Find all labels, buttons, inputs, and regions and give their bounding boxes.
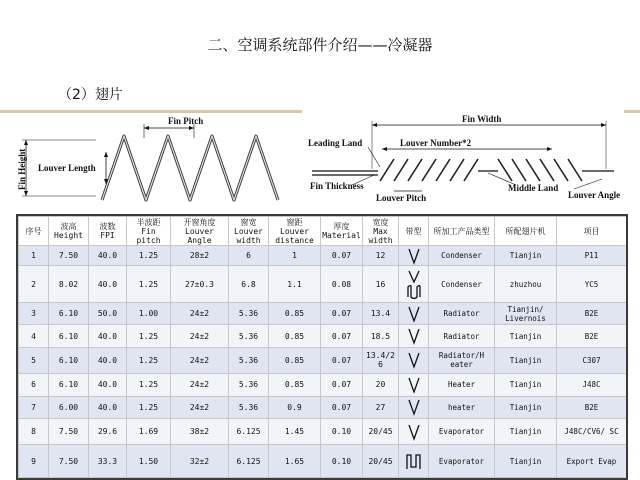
header-cell: 带型 — [399, 217, 429, 246]
cell-project: Export Evap — [557, 445, 627, 478]
table-row — [19, 374, 627, 396]
louver-pitch-label: Louver Pitch — [376, 193, 427, 203]
cell-fpi: 50.0 — [89, 302, 127, 324]
cell-height: 8.02 — [49, 266, 89, 303]
header-cell: 窗宽 Louver width — [229, 217, 269, 246]
cell-fpi: 40.0 — [89, 347, 127, 373]
cell-project: J48C/CV6/ SC — [557, 418, 627, 444]
cell-machine: Tianjin — [495, 396, 557, 418]
cell-fpi: 40.0 — [89, 325, 127, 347]
cell-height: 6.00 — [49, 396, 89, 418]
fin-shape-icon — [406, 398, 422, 416]
cell-machine: Tianjin — [495, 325, 557, 347]
fin-shape-icon — [406, 247, 422, 265]
fin-shape-cell — [399, 445, 429, 478]
cell-pitch: 1.00 — [127, 302, 171, 324]
cell-maxw: 20/45 — [363, 418, 399, 444]
fin-spec-table — [16, 214, 628, 480]
fin-shape-icon — [406, 376, 422, 394]
table-row — [19, 418, 627, 444]
cell-project: J48C — [557, 374, 627, 396]
fin-shape-icon — [406, 452, 422, 470]
fin-shape-cell — [399, 374, 429, 396]
table-row — [19, 246, 627, 266]
middle-land-label: Middle Land — [508, 183, 559, 193]
cell-mat: 0.10 — [321, 445, 363, 478]
cell-type: Radiator/H eater — [429, 347, 495, 373]
header-cell: 波高 Height — [49, 217, 89, 246]
table-row — [19, 302, 627, 324]
cell-ldist: 0.85 — [269, 325, 321, 347]
table-row — [19, 266, 627, 303]
cell-project: B2E — [557, 325, 627, 347]
page-title: 二、空调系统部件介绍——冷凝器 — [207, 36, 433, 54]
cell-type: heater — [429, 396, 495, 418]
fin-shape-icon — [406, 269, 422, 299]
cell-type: Condenser — [429, 266, 495, 303]
cell-height: 7.50 — [49, 418, 89, 444]
cell-angle: 27±0.3 — [171, 266, 229, 303]
cell-pitch: 1.25 — [127, 396, 171, 418]
cell-lwidth: 5.36 — [229, 347, 269, 373]
cell-project: B2E — [557, 396, 627, 418]
cell-angle: 38±2 — [171, 418, 229, 444]
cell-ldist: 0.9 — [269, 396, 321, 418]
cell-lwidth: 5.36 — [229, 302, 269, 324]
cell-no: 6 — [19, 374, 49, 396]
cell-mat: 0.07 — [321, 302, 363, 324]
cell-no: 9 — [19, 445, 49, 478]
cell-height: 6.10 — [49, 302, 89, 324]
section-subtitle: （2）翅片 — [58, 87, 123, 103]
cell-machine: Tianjin — [495, 347, 557, 373]
cell-machine: Tianjin — [495, 445, 557, 478]
cell-project: B2E — [557, 302, 627, 324]
cell-no: 2 — [19, 266, 49, 303]
header-cell: 序号 — [19, 217, 49, 246]
cell-ldist: 1.65 — [269, 445, 321, 478]
fin-shape-cell — [399, 266, 429, 303]
cell-machine: Tianjin — [495, 374, 557, 396]
header-cell: 半波距 Fin pitch — [127, 217, 171, 246]
cell-project: YC5 — [557, 266, 627, 303]
cell-ldist: 0.85 — [269, 302, 321, 324]
cell-maxw: 16 — [363, 266, 399, 303]
cell-pitch: 1.25 — [127, 347, 171, 373]
header-cell: 窗距 Louver distance — [269, 217, 321, 246]
cell-lwidth: 6.8 — [229, 266, 269, 303]
cell-fpi: 40.0 — [89, 246, 127, 266]
cell-mat: 0.07 — [321, 347, 363, 373]
fin-shape-icon — [406, 423, 422, 441]
fin-width-label: Fin Width — [462, 114, 502, 124]
cell-maxw: 27 — [363, 396, 399, 418]
louver-angle-label: Louver Angle — [568, 190, 621, 200]
cell-mat: 0.07 — [321, 246, 363, 266]
cell-mat: 0.10 — [321, 418, 363, 444]
cell-mat: 0.08 — [321, 266, 363, 303]
cell-ldist: 1.45 — [269, 418, 321, 444]
cell-ldist: 1 — [269, 246, 321, 266]
cell-height: 6.10 — [49, 347, 89, 373]
cell-height: 7.50 — [49, 246, 89, 266]
louver-number-label: Louver Number*2 — [400, 138, 472, 148]
louver-section-diagram — [302, 109, 624, 205]
cell-mat: 0.07 — [321, 396, 363, 418]
fin-shape-cell — [399, 347, 429, 373]
cell-pitch: 1.25 — [127, 374, 171, 396]
cell-pitch: 1.25 — [127, 266, 171, 303]
cell-angle: 32±2 — [171, 445, 229, 478]
cell-height: 7.50 — [49, 445, 89, 478]
header-cell: 波数 FPI — [89, 217, 127, 246]
cell-maxw: 12 — [363, 246, 399, 266]
cell-project: P11 — [557, 246, 627, 266]
header-cell: 项目 — [557, 217, 627, 246]
fin-shape-cell — [399, 418, 429, 444]
louver-length-label: Louver Length — [38, 163, 96, 173]
cell-project: C307 — [557, 347, 627, 373]
cell-height: 6.10 — [49, 325, 89, 347]
fin-thickness-label: Fin Thickness — [310, 181, 364, 191]
header-cell: 开窗角度 Louver Angle — [171, 217, 229, 246]
cell-maxw: 20/45 — [363, 445, 399, 478]
cell-type: Heater — [429, 374, 495, 396]
fin-shape-icon — [406, 327, 422, 345]
table-row — [19, 445, 627, 478]
fin-shape-icon — [406, 305, 422, 323]
cell-angle: 24±2 — [171, 374, 229, 396]
cell-lwidth: 5.36 — [229, 396, 269, 418]
cell-ldist: 0.85 — [269, 374, 321, 396]
cell-type: Evaporator — [429, 418, 495, 444]
fin-shape-cell — [399, 246, 429, 266]
table-row — [19, 347, 627, 373]
cell-no: 8 — [19, 418, 49, 444]
cell-machine: Tianjin — [495, 246, 557, 266]
header-cell: 宽度 Max width — [363, 217, 399, 246]
cell-type: Evaporator — [429, 445, 495, 478]
cell-lwidth: 5.36 — [229, 374, 269, 396]
table-row — [19, 325, 627, 347]
cell-no: 4 — [19, 325, 49, 347]
cell-machine: Tianjin — [495, 418, 557, 444]
header-cell: 所配翅片机 — [495, 217, 557, 246]
fin-shape-cell — [399, 396, 429, 418]
leading-land-label: Leading Land — [308, 138, 363, 148]
cell-mat: 0.07 — [321, 374, 363, 396]
cell-angle: 24±2 — [171, 347, 229, 373]
cell-mat: 0.07 — [321, 325, 363, 347]
table-header-row — [19, 217, 627, 246]
cell-no: 1 — [19, 246, 49, 266]
fin-profile-diagram — [16, 114, 292, 206]
cell-angle: 24±2 — [171, 396, 229, 418]
cell-lwidth: 6.125 — [229, 418, 269, 444]
cell-no: 3 — [19, 302, 49, 324]
cell-fpi: 40.0 — [89, 396, 127, 418]
cell-angle: 24±2 — [171, 325, 229, 347]
fin-pitch-label: Fin Pitch — [168, 116, 204, 126]
cell-fpi: 40.0 — [89, 266, 127, 303]
cell-no: 7 — [19, 396, 49, 418]
cell-machine: zhuzhou — [495, 266, 557, 303]
cell-lwidth: 6.125 — [229, 445, 269, 478]
cell-pitch: 1.25 — [127, 325, 171, 347]
cell-height: 6.10 — [49, 374, 89, 396]
cell-maxw: 13.4 — [363, 302, 399, 324]
cell-angle: 28±2 — [171, 246, 229, 266]
cell-no: 5 — [19, 347, 49, 373]
header-cell: 厚度 Material — [321, 217, 363, 246]
cell-ldist: 0.85 — [269, 347, 321, 373]
cell-lwidth: 5.36 — [229, 325, 269, 347]
cell-fpi: 29.6 — [89, 418, 127, 444]
cell-machine: Tianjin/ Livernois — [495, 302, 557, 324]
cell-maxw: 20 — [363, 374, 399, 396]
fin-height-label: Fin Height — [17, 148, 27, 190]
cell-ldist: 1.1 — [269, 266, 321, 303]
cell-fpi: 40.0 — [89, 374, 127, 396]
cell-type: Condenser — [429, 246, 495, 266]
cell-angle: 24±2 — [171, 302, 229, 324]
fin-shape-icon — [406, 351, 422, 369]
fin-shape-cell — [399, 302, 429, 324]
cell-type: Radiator — [429, 325, 495, 347]
fin-shape-cell — [399, 325, 429, 347]
table-row — [19, 396, 627, 418]
cell-pitch: 1.69 — [127, 418, 171, 444]
cell-fpi: 33.3 — [89, 445, 127, 478]
cell-pitch: 1.25 — [127, 246, 171, 266]
cell-maxw: 13.4/2 6 — [363, 347, 399, 373]
cell-lwidth: 6 — [229, 246, 269, 266]
header-cell: 所加工产品类型 — [429, 217, 495, 246]
cell-type: Radiator — [429, 302, 495, 324]
cell-maxw: 18.5 — [363, 325, 399, 347]
cell-pitch: 1.50 — [127, 445, 171, 478]
